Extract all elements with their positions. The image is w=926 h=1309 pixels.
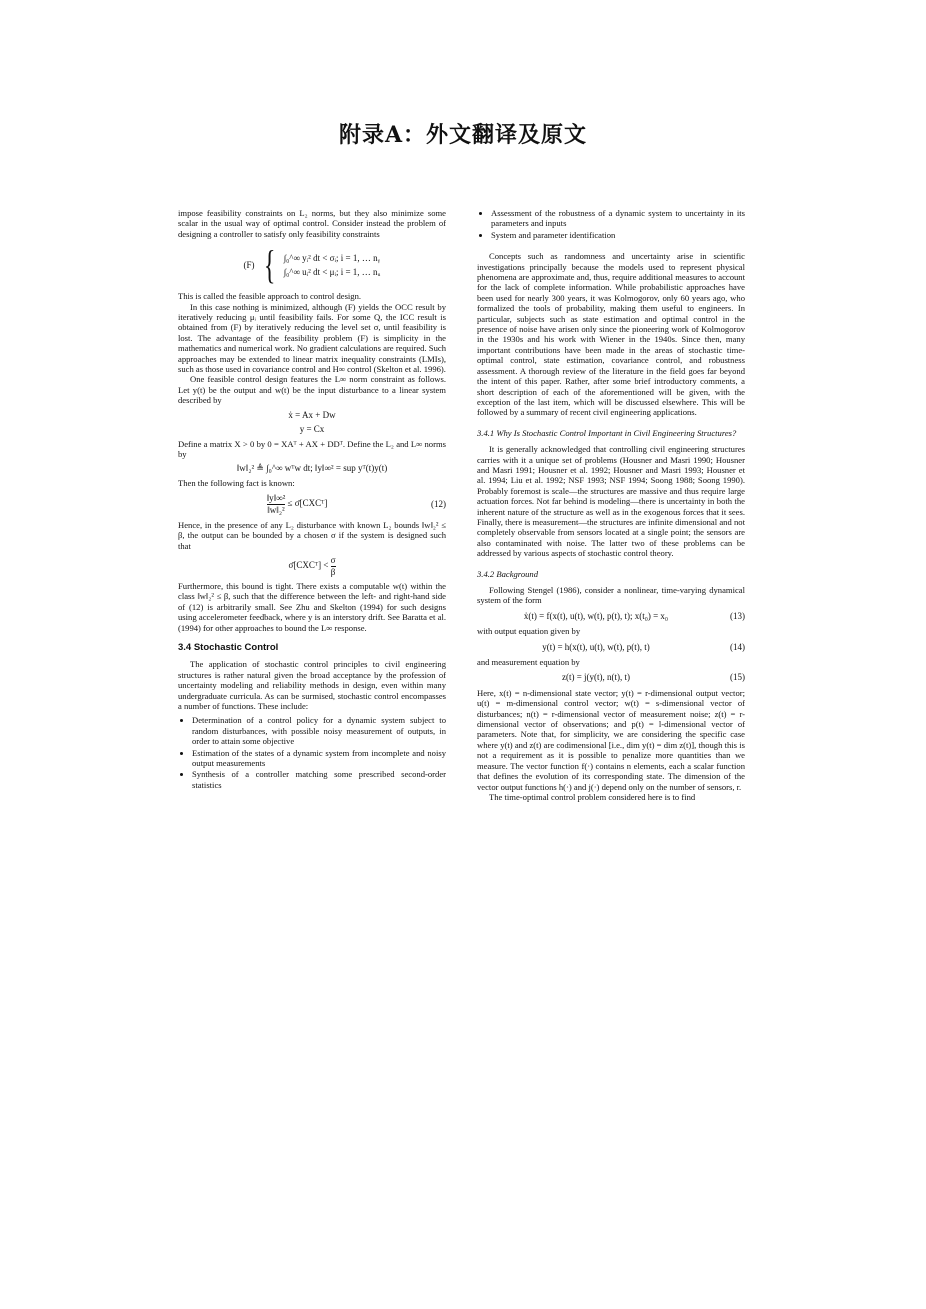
paragraph: Define a matrix X > 0 by 0 = XAᵀ + AX + DDᵀ. Define the L₂ and L∞ norms by [178,438,446,459]
equation-13 [477,611,745,621]
brace-symbol: { [264,242,276,288]
equation-number: (15) [730,672,745,683]
subsection-heading: 3.4.1 Why Is Stochastic Control Important in Civil Engineering Structures? [477,427,737,438]
equation-label: (F) [243,260,255,271]
paragraph: Concepts such as randomness and uncertainty arise in scientific investigations principally because the models used to represent physical phenomena are approximate and, thus, require additional measures to account for the lack of complete information. While probabilistic approaches have been used for nearly 300 years, it was Kolmogorov, only 60 years ago, who formalized the tools of probability, making them useful to engineers. In particular, subjects such as state estimation and optimal control in the presence of noise have arisen only since the pioneering work of Kolmogorov in the 1930s and his work with Wiener in the 1940s. Since then, many important contributions have been made in the areas of stochastic time-optimal control, state estimation, covariance control, and robustness assessment. A thorough review of the literature in the field goes far beyond the intent of this paper. Rather, after some brief introductory comments, a short description of each of the aforementioned will be given, with the exception of the last item, which will be discussed elsewhere. This will be followed by a summary of recent civil engineering applications. [477,251,745,418]
paragraph: The application of stochastic control principles to civil engineering structures is rather natural given the broad acceptance by the profession of uncertainty modeling and reliability methods in design, even within many undergraduate curricula. As can be surmised, stochastic control encompasses a number of functions. These include: [178,659,446,712]
equation-number: (13) [730,610,745,621]
equation-bound [178,555,446,577]
equation-system-f [178,242,446,288]
paragraph: Then the following fact is known: [178,477,295,488]
equation-lhs: σ̄[CXCᵀ] < [288,560,329,571]
equation: y(t) = h(x(t), u(t), w(t), p(t), t) [542,641,650,652]
equation-number: (14) [730,641,745,652]
section-heading: 3.4 Stochastic Control [178,642,279,653]
list-item: • Synthesis of a controller matching some prescribed second-order statistics [192,769,446,790]
equation: y = Cx [299,424,325,435]
right-column [477,208,745,802]
paragraph: It is generally acknowledged that controlling civil engineering structures carries with it a unique set of problems (Housner and Masri 1990; Housner and Masri 1991; Housner et al. 1992; Housner and Masri 1993; Housner et al. 1994; Liu et al. 1992; NSF 1993; NSF 1994; Soong 1988; Soong 1990). Probably foremost is scale—the structures are massive and thus require large actuation forces. Not far behind is modeling—there is uncertainty in both the inherent nature of the structure as well as in the exogenous forces that it sees. Finally, there is measurement—the structures are infinite dimensional and not completely observable from sensors located at a single point; the sensors are also contaminated with noise. The latter two of these problems can be addressed by various aspects of stochastic control theory. [477,444,745,559]
fraction [267,493,286,515]
fraction [331,555,336,577]
numerator: ‖y‖∞² [266,493,286,504]
bullet-list [477,208,745,240]
equation-row: ∫₀^∞ uᵢ² dt < μᵢ; i = 1, … nᵤ [283,267,381,278]
denominator: β [330,566,336,577]
paragraph: and measurement equation by [477,657,580,668]
list-item: • Assessment of the robustness of a dynamic system to uncertainty in its parameters and inputs [491,208,745,229]
equation-row: ∫₀^∞ yᵢ² dt < σᵢ; i = 1, … nᵧ [283,252,380,263]
numerator: σ [330,555,336,566]
paragraph: Furthermore, this bound is tight. There exists a computable w(t) within the class ‖w‖₂² ≤ β, such that the difference between the left- and right-hand side of (12) is arbitrarily small. See Zhu and Skelton (1994) for such designs using accelerometer feedback, where y is an interstory drift. See Baratta et al. (1994) for other approaches to bound the L∞ response. [178,580,446,633]
paragraph: Here, x(t) = n-dimensional state vector; y(t) = r-dimensional output vector; u(t) = m-dimensional control vector; w(t) = s-dimensional vector of disturbances; n(t) = r-dimensional vector of measurement noise; z(t) = r-dimensional vector of observations; and p(t) = l-dimensional vector of parameters. Note that, for simplicity, we are considering the specific case where y(t) and z(t) are codimensional [i.e., dim y(t) = dim z(t)], though this is not a requirement as it is possible to penalize more quantities than we measure. The vector function f(·) contains n elements, each a scalar function that defines the evolution of its corresponding state. The dimension of the vector output functions h(·) and j(·) depend only on the number of sensors, r. [477,687,745,792]
list-item: • Estimation of the states of a dynamic system from incomplete and noisy output measurements [192,748,446,769]
page-title: 附录A：外文翻译及原文 [338,122,588,148]
paragraph: One feasible control design features the L∞ norm constraint as follows. Let y(t) be the output and w(t) be the input disturbance to a linear system described by [178,374,446,406]
paragraph: Following Stengel (1986), consider a nonlinear, time-varying dynamical system of the form [477,585,745,606]
equation-rhs: ≤ σ̄[CXCᵀ] [287,498,328,509]
paragraph: The time-optimal control problem considered here is to find [489,791,696,802]
equation: ‖w‖₂² ≜ ∫₀^∞ wᵀw dt; ‖y‖∞² = sup yᵀ(t)y(t) [236,463,388,474]
left-column [178,208,446,794]
equation: z(t) = j(y(t), n(t), t) [561,672,631,683]
bullet-list [178,715,446,790]
equation-number: (12) [431,498,446,509]
equation-12 [178,493,446,515]
denominator: ‖w‖₂² [267,504,285,515]
paragraph: In this case nothing is minimized, although (F) yields the OCC result by iteratively reducing μᵢ until feasibility fails. For some Q, the ICC result is obtained from (F) by iteratively reducing the level set σ, until feasibility is lost. The advantage of the feasibility problem (F) is simplicity in the mathematics and numerical work. No gradient calculations are required. Such approaches may be extended to linear matrix inequality constraints (LMIs), such as those used in covariance control and H∞ control (Skelton et al. 1996). [178,301,446,375]
equation: ẋ = Ax + Dw [288,409,336,420]
equation-14 [477,642,745,652]
list-item: • Determination of a control policy for a dynamic system subject to random disturbances, with possible noisy measurement of outputs, in order to attain some objective [192,715,446,746]
subsection-heading: 3.4.2 Background [477,568,539,579]
paragraph: with output equation given by [477,626,581,637]
paragraph: This is called the feasible approach to control design. [178,291,362,302]
paragraph: impose feasibility constraints on L₂ norms, but they also minimize some scalar in the usual way of optimal control. Consider instead the problem of designing a controller to satisfy only feasibility constraints [178,208,446,239]
list-item: • System and parameter identification [491,230,745,240]
paragraph: Hence, in the presence of any L₂ disturbance with known L₂ bounds ‖w‖₂² ≤ β, the output can be bounded by a chosen σ if the system is designed such that [178,519,446,551]
equation: ẋ(t) = f(x(t), u(t), w(t), p(t), t); x(t₀) = x₀ [523,610,669,621]
equation-15 [477,672,745,682]
